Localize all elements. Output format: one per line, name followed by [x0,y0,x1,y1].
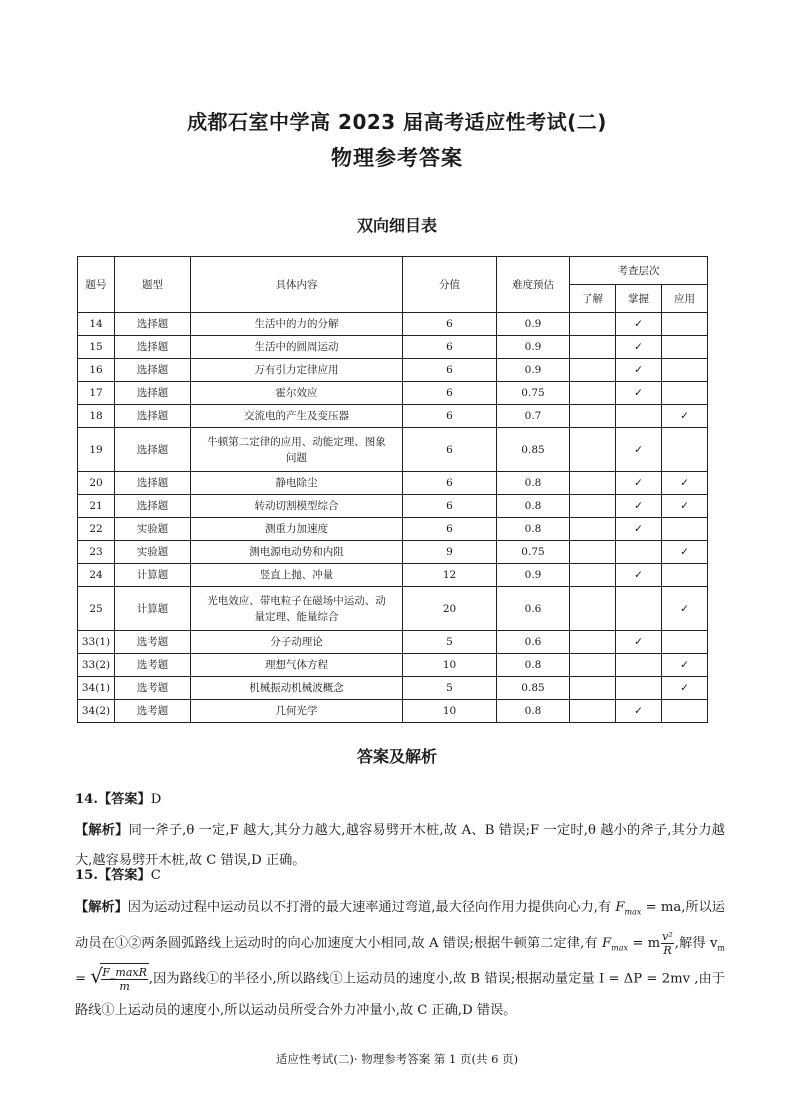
cell-number: 18 [78,405,115,428]
table-row [78,518,708,541]
q14-answer-value: D [150,792,162,807]
cell-difficulty: 0.8 [497,654,570,677]
cell-type: 选考题 [115,677,191,700]
cell-number: 21 [78,495,115,518]
cell-difficulty: 0.8 [497,495,570,518]
cell-level-apply [662,313,708,336]
q15-answer-label: 【答案】 [97,868,151,883]
cell-score: 6 [403,382,497,405]
cell-level-master: ✓ [616,313,662,336]
q15-answer [75,861,720,891]
table-row [78,336,708,359]
cell-type: 选择题 [115,405,191,428]
table-row [78,495,708,518]
cell-difficulty: 0.9 [497,359,570,382]
table-row [78,654,708,677]
cell-level-master: ✓ [616,495,662,518]
q14-analysis-label: 【解析】 [75,823,129,838]
q15-fraction-v2-r: $\frac{\text{v²}}{R}$ [662,929,673,957]
cell-number: 22 [78,518,115,541]
header-score: 分值 [403,257,497,313]
cell-type: 选择题 [115,382,191,405]
cell-type: 选择题 [115,495,191,518]
table-row [78,541,708,564]
q15-analysis-part1: 因为运动过程中运动员以不打滑的最大速率通过弯道,最大径向作用力提供向心力,有 [127,900,616,915]
cell-level-apply [662,382,708,405]
q15-analysis-part2: = ma,所以运动员在①②两条圆弧路线上运动时的向心加速度大小相同,故 A 错误;根据牛顿第二定律,有 [75,900,725,951]
header-type: 题型 [115,257,191,313]
cell-content: 理想气体方程 [191,654,403,677]
cell-number: 20 [78,472,115,495]
cell-level-master: ✓ [616,359,662,382]
cell-number: 15 [78,336,115,359]
cell-level-master: ✓ [616,382,662,405]
table-row [78,587,708,631]
cell-number: 33(1) [78,631,115,654]
cell-type: 选考题 [115,654,191,677]
table-row [78,564,708,587]
cell-difficulty: 0.9 [497,313,570,336]
cell-level-understand [570,677,616,700]
cell-content: 分子动理论 [191,631,403,654]
cell-level-master: ✓ [616,518,662,541]
cell-content: 测重力加速度 [191,518,403,541]
cell-level-master: ✓ [616,700,662,723]
cell-level-apply: ✓ [662,405,708,428]
cell-level-master: ✓ [616,564,662,587]
cell-difficulty: 0.6 [497,631,570,654]
cell-score: 6 [403,336,497,359]
q15-analysis-label: 【解析】 [75,900,128,915]
cell-number: 16 [78,359,115,382]
cell-level-master [616,677,662,700]
cell-level-apply [662,336,708,359]
cell-difficulty: 0.6 [497,587,570,631]
q14-answer [75,785,720,815]
spec-table-heading: 双向细目表 [356,216,437,235]
cell-type: 选择题 [115,359,191,382]
table-row [78,313,708,336]
cell-level-apply: ✓ [662,587,708,631]
cell-type: 选考题 [115,700,191,723]
cell-content: 测电源电动势和内阻 [191,541,403,564]
cell-type: 选择题 [115,313,191,336]
answers-heading: 答案及解析 [356,747,437,766]
cell-score: 5 [403,631,497,654]
cell-level-understand [570,382,616,405]
q14-number: 14. [75,792,98,807]
cell-score: 10 [403,700,497,723]
cell-level-understand [570,700,616,723]
cell-score: 6 [403,495,497,518]
cell-score: 6 [403,472,497,495]
cell-score: 6 [403,313,497,336]
cell-content: 生活中的力的分解 [191,313,403,336]
cell-level-apply [662,518,708,541]
q15-analysis-part5: = [75,971,91,987]
cell-score: 6 [403,428,497,472]
cell-level-apply [662,700,708,723]
cell-level-master [616,541,662,564]
cell-content: 交流电的产生及变压器 [191,405,403,428]
cell-type: 实验题 [115,518,191,541]
cell-level-understand [570,631,616,654]
cell-type: 选择题 [115,472,191,495]
cell-type: 实验题 [115,541,191,564]
cell-number: 25 [78,587,115,631]
table-row [78,382,708,405]
cell-score: 6 [403,518,497,541]
cell-level-master: ✓ [616,631,662,654]
cell-difficulty: 0.9 [497,336,570,359]
cell-type: 选择题 [115,428,191,472]
table-row [78,428,708,472]
q15-vm-sub: m [717,943,725,953]
cell-difficulty: 0.85 [497,428,570,472]
table-row [78,472,708,495]
cell-difficulty: 0.8 [497,518,570,541]
cell-number: 33(2) [78,654,115,677]
header-number: 题号 [78,257,115,313]
cell-level-understand [570,518,616,541]
header-level-understand: 了解 [570,285,616,313]
header-level: 考查层次 [570,257,708,285]
cell-level-apply: ✓ [662,654,708,677]
q15-fmax: $F_{max}$ [615,900,642,917]
cell-score: 10 [403,654,497,677]
cell-content: 几何光学 [191,700,403,723]
q14-analysis-text: 同一斧子,θ 一定,F 越大,其分力越大,越容易劈开木桩,故 A、B 错误;F 一定时,θ 越小的斧子,其分力越大,越容易劈开木桩,故 C 错误,D 正确。 [75,823,725,868]
exam-title: 成都石室中学高 2023 届高考适应性考试(二) [187,110,607,134]
cell-level-understand [570,472,616,495]
cell-content: 转动切割模型综合 [191,495,403,518]
cell-type: 计算题 [115,587,191,631]
cell-level-understand [570,428,616,472]
cell-content: 生活中的圆周运动 [191,336,403,359]
cell-level-master [616,654,662,677]
cell-difficulty: 0.75 [497,541,570,564]
cell-level-master: ✓ [616,336,662,359]
q15-fmax-2: $F_{max}$ [602,935,629,953]
cell-level-apply [662,631,708,654]
cell-level-master [616,587,662,631]
cell-level-apply [662,359,708,382]
cell-score: 9 [403,541,497,564]
cell-score: 12 [403,564,497,587]
cell-score: 5 [403,677,497,700]
cell-level-master [616,405,662,428]
answer-key-title: 物理参考答案 [331,146,463,170]
cell-number: 19 [78,428,115,472]
cell-level-apply: ✓ [662,541,708,564]
cell-difficulty: 0.8 [497,700,570,723]
cell-content: 光电效应、带电粒子在磁场中运动、动量定理、能量综合 [191,587,403,631]
cell-content: 万有引力定律应用 [191,359,403,382]
cell-number: 34(1) [78,677,115,700]
cell-score: 20 [403,587,497,631]
cell-level-understand [570,313,616,336]
cell-type: 选择题 [115,336,191,359]
cell-number: 34(2) [78,700,115,723]
q15-sqrt-expression: √ $\frac{F\_\max R}{m}$ [90,964,147,994]
cell-content: 霍尔效应 [191,382,403,405]
cell-level-understand [570,541,616,564]
cell-level-understand [570,405,616,428]
q15-number: 15. [75,868,98,883]
cell-score: 6 [403,359,497,382]
cell-type: 选考题 [115,631,191,654]
page-footer: 适应性考试(二)· 物理参考答案 第 1 页(共 6 页) [275,1052,519,1066]
cell-level-understand [570,336,616,359]
cell-content: 机械振动机械波概念 [191,677,403,700]
cell-level-understand [570,495,616,518]
header-difficulty: 难度预估 [497,257,570,313]
cell-level-understand [570,564,616,587]
cell-difficulty: 0.75 [497,382,570,405]
table-row [78,677,708,700]
table-row [78,359,708,382]
q15-analysis [75,892,725,1026]
cell-difficulty: 0.7 [497,405,570,428]
table-row [78,631,708,654]
q15-analysis-part4: ,解得 v [674,935,718,951]
cell-content: 竖直上抛、冲量 [191,564,403,587]
table-row [78,700,708,723]
header-level-master: 掌握 [616,285,662,313]
q15-answer-value: C [150,868,161,883]
q14-answer-label: 【答案】 [97,792,151,807]
cell-score: 6 [403,405,497,428]
cell-difficulty: 0.85 [497,677,570,700]
cell-level-apply: ✓ [662,495,708,518]
cell-number: 23 [78,541,115,564]
table-row [78,405,708,428]
cell-level-apply: ✓ [662,472,708,495]
cell-content: 牛顿第二定律的应用、动能定理、图象问题 [191,428,403,472]
header-level-apply: 应用 [662,285,708,313]
cell-difficulty: 0.8 [497,472,570,495]
cell-level-master: ✓ [616,428,662,472]
q15-analysis-part3: = m [628,935,661,951]
cell-difficulty: 0.9 [497,564,570,587]
cell-number: 24 [78,564,115,587]
cell-level-understand [570,587,616,631]
cell-type: 计算题 [115,564,191,587]
cell-level-apply [662,428,708,472]
spec-table [77,256,708,723]
cell-level-master: ✓ [616,472,662,495]
q15-analysis-part6: ,因为路线①的半径小,所以路线①上运动员的速度小,故 B 错误;根据动量定量 I = ΔP = 2mv ,由于路线①上运动员的速度小,所以运动员所受合外力冲量小,故 C 正确,D 错误。 [75,971,725,1019]
cell-level-understand [570,654,616,677]
cell-level-apply: ✓ [662,677,708,700]
cell-level-apply [662,564,708,587]
cell-content: 静电除尘 [191,472,403,495]
cell-level-understand [570,359,616,382]
cell-number: 14 [78,313,115,336]
header-content: 具体内容 [191,257,403,313]
cell-number: 17 [78,382,115,405]
